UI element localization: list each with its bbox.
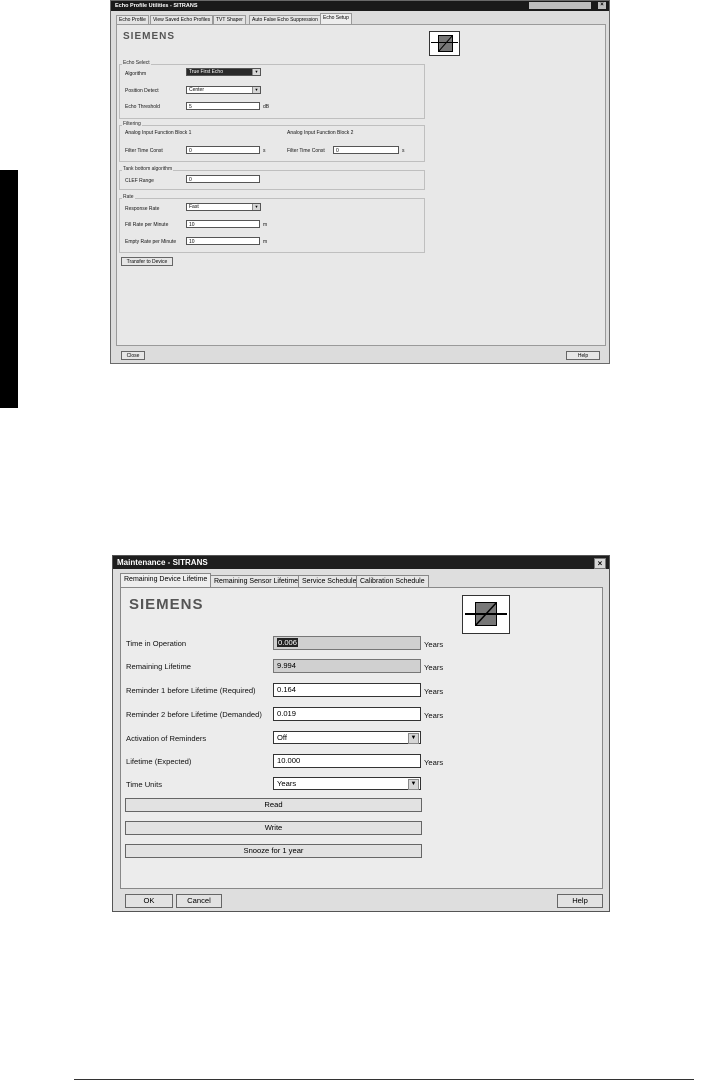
time-units-select[interactable] <box>273 777 421 790</box>
time-in-operation-value: 0.006 <box>278 638 298 647</box>
remaining-lifetime-field: 9.994 <box>273 659 421 673</box>
device-icon <box>429 31 460 56</box>
title-bar <box>111 1 609 11</box>
cancel-button[interactable]: Cancel <box>176 894 222 908</box>
time-in-operation-unit: Years <box>424 640 444 649</box>
chevron-down-icon[interactable]: ▼ <box>252 87 260 93</box>
empty-rate-label: Empty Rate per Minute <box>125 239 177 245</box>
time-units-label: Time Units <box>126 780 163 789</box>
time-units-value: Years <box>277 779 297 788</box>
echo-threshold-field[interactable]: 5 <box>186 102 260 110</box>
footer-rule <box>74 1079 694 1080</box>
tab-remaining-sensor-lifetime[interactable]: Remaining Sensor Lifetime <box>210 575 302 588</box>
tab-remaining-device-lifetime[interactable]: Remaining Device Lifetime <box>120 573 211 588</box>
maintenance-window <box>112 555 610 912</box>
chevron-down-icon[interactable]: ▼ <box>252 204 260 210</box>
empty-rate-field[interactable]: 10 <box>186 237 260 245</box>
read-button[interactable]: Read <box>125 798 422 812</box>
write-button[interactable]: Write <box>125 821 422 835</box>
position-detect-value: Center <box>189 87 205 93</box>
echo-profile-utilities-window <box>110 0 610 364</box>
tank-bottom-group <box>119 170 425 190</box>
reminder1-label: Reminder 1 before Lifetime (Required) <box>126 686 256 695</box>
snooze-button[interactable]: Snooze for 1 year <box>125 844 422 858</box>
ai-block2-label: Analog Input Function Block 2 <box>287 130 354 136</box>
echo-threshold-unit: dB <box>263 104 270 110</box>
algorithm-select[interactable] <box>186 68 261 76</box>
time-in-operation-label: Time in Operation <box>126 639 187 648</box>
filter2-unit: s <box>402 148 405 154</box>
filter2-field[interactable]: 0 <box>333 146 399 154</box>
reminder2-unit: Years <box>424 711 444 720</box>
reminder1-field[interactable]: 0.164 <box>273 683 421 697</box>
clef-range-label: CLEF Range <box>125 178 154 184</box>
close-icon[interactable]: × <box>594 558 606 569</box>
transfer-to-device-button[interactable]: Transfer to Device <box>121 257 173 266</box>
ok-button[interactable]: OK <box>125 894 173 908</box>
reminder2-field[interactable]: 0.019 <box>273 707 421 721</box>
reminder2-label: Reminder 2 before Lifetime (Demanded) <box>126 710 262 719</box>
window-title: Echo Profile Utilities - SITRANS <box>115 3 198 9</box>
filter2-label: Filter Time Const <box>287 148 325 154</box>
reminder1-unit: Years <box>424 687 444 696</box>
time-in-operation-field <box>273 636 421 650</box>
tab-service-schedule[interactable]: Service Schedule <box>298 575 360 588</box>
fill-rate-unit: m <box>263 222 268 228</box>
response-rate-select[interactable] <box>186 203 261 211</box>
response-rate-label: Response Rate <box>125 206 160 212</box>
lifetime-expected-field[interactable]: 10.000 <box>273 754 421 768</box>
siemens-logo: SIEMENS <box>123 31 176 42</box>
chevron-down-icon[interactable]: ▼ <box>408 733 419 744</box>
echo-select-group <box>119 64 425 119</box>
tab-tvt-shaper[interactable]: TVT Shaper <box>213 15 246 25</box>
fill-rate-field[interactable]: 10 <box>186 220 260 228</box>
algorithm-label: Algorithm <box>125 71 147 77</box>
title-bar-controls <box>529 2 591 9</box>
chevron-down-icon[interactable]: ▼ <box>408 779 419 790</box>
siemens-logo: SIEMENS <box>129 596 204 613</box>
empty-rate-unit: m <box>263 239 268 245</box>
filter1-label: Filter Time Const <box>125 148 163 154</box>
remaining-lifetime-unit: Years <box>424 663 444 672</box>
page-section-marker <box>0 170 18 408</box>
tab-calibration-schedule[interactable]: Calibration Schedule <box>356 575 429 588</box>
activation-value: Off <box>277 733 287 742</box>
algorithm-value: True First Echo <box>189 69 223 75</box>
help-button[interactable]: Help <box>557 894 603 908</box>
lifetime-expected-label: Lifetime (Expected) <box>126 757 192 766</box>
fill-rate-label: Fill Rate per Minute <box>125 222 169 228</box>
filter1-unit: s <box>263 148 266 154</box>
lifetime-expected-unit: Years <box>424 758 444 767</box>
remaining-lifetime-label: Remaining Lifetime <box>126 662 191 671</box>
close-button[interactable]: Close <box>121 351 145 360</box>
chevron-down-icon[interactable]: ▼ <box>252 69 260 75</box>
window-title: Maintenance - SITRANS <box>117 558 208 567</box>
title-bar <box>113 556 609 569</box>
ai-block1-label: Analog Input Function Block 1 <box>125 130 192 136</box>
position-detect-label: Position Detect <box>125 88 159 94</box>
echo-select-title: Echo Select <box>123 60 150 66</box>
activation-of-reminders-select[interactable] <box>273 731 421 744</box>
clef-range-field[interactable]: 0 <box>186 175 260 183</box>
response-rate-value: Fast <box>189 204 199 210</box>
filtering-title: Filtering <box>123 121 141 127</box>
tab-view-saved-echo-profiles[interactable]: View Saved Echo Profiles <box>150 15 213 25</box>
activation-of-reminders-label: Activation of Reminders <box>126 734 207 743</box>
tab-auto-false-echo-suppression[interactable]: Auto False Echo Suppression <box>249 15 321 25</box>
position-detect-select[interactable] <box>186 86 261 94</box>
tank-bottom-title: Tank bottom algorithm <box>123 166 173 172</box>
device-icon <box>462 595 510 634</box>
tab-echo-setup[interactable]: Echo Setup <box>320 13 352 25</box>
rate-title: Rate <box>123 194 134 200</box>
help-button[interactable]: Help <box>566 351 600 360</box>
echo-threshold-label: Echo Threshold <box>125 104 160 110</box>
filter1-field[interactable]: 0 <box>186 146 260 154</box>
close-icon[interactable]: × <box>598 2 606 9</box>
tab-echo-profile[interactable]: Echo Profile <box>116 15 149 25</box>
